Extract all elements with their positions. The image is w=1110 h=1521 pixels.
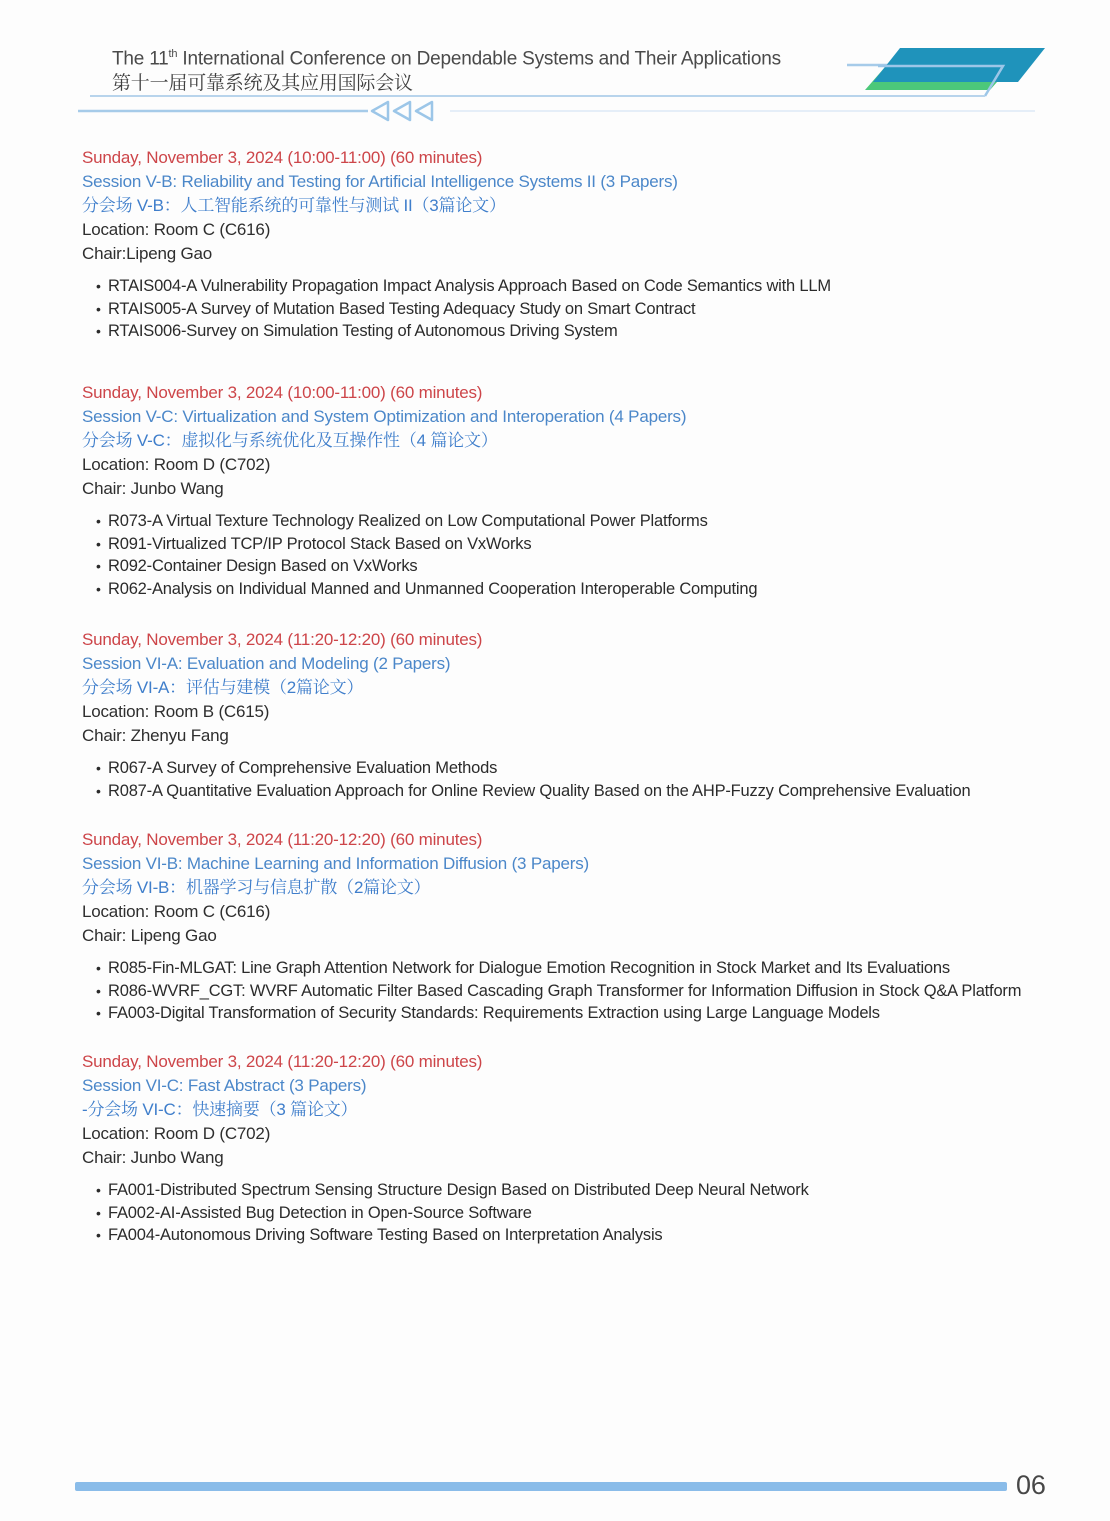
session-title-zh: 分会场 VI-B：机器学习与信息扩散（2篇论文）	[82, 878, 431, 897]
session-block	[82, 381, 1087, 600]
conference-title-zh: 第十一届可靠系统及其应用国际会议	[112, 73, 413, 95]
session-date: Sunday, November 3, 2024 (11:20-12:20) (60 minutes)	[82, 830, 483, 849]
conference-title-en: The 11th International Conference on Dependable Systems and Their Applications	[112, 48, 781, 70]
paper-item: • R092-Container Design Based on VxWorks	[96, 555, 1087, 578]
session-chair: Chair: Junbo Wang	[82, 1148, 224, 1167]
paper-item: • R085-Fin-MLGAT: Line Graph Attention Network for Dialogue Emotion Recognition in Stock Market and Its Evaluations	[96, 957, 1087, 980]
session-title-en: Session VI-B: Machine Learning and Information Diffusion (3 Papers)	[82, 854, 589, 873]
session-title-zh: 分会场 V-B：人工智能系统的可靠性与测试 II（3篇论文）	[82, 196, 506, 215]
paper-item: • R087-A Quantitative Evaluation Approach for Online Review Quality Based on the AHP-Fuzzy Comprehensive Evaluation	[96, 780, 1087, 803]
session-title-en: Session V-B: Reliability and Testing for Artificial Intelligence Systems II (3 Papers)	[82, 172, 678, 191]
session-location: Location: Room B (C615)	[82, 702, 270, 721]
title-superscript: th	[168, 48, 178, 60]
session-location: Location: Room D (C702)	[82, 455, 271, 474]
paper-list	[96, 275, 1087, 343]
paper-list	[96, 957, 1087, 1025]
session-date: Sunday, November 3, 2024 (11:20-12:20) (60 minutes)	[82, 630, 483, 649]
session-chair: Chair: Lipeng Gao	[82, 926, 217, 945]
header	[112, 42, 781, 97]
paper-item: • RTAIS005-A Survey of Mutation Based Testing Adequacy Study on Smart Contract	[96, 298, 1087, 321]
session-block	[82, 146, 1087, 343]
paper-list	[96, 510, 1087, 600]
session-date: Sunday, November 3, 2024 (10:00-11:00) (60 minutes)	[82, 383, 483, 402]
session-chair: Chair: Junbo Wang	[82, 479, 224, 498]
session-title-zh: 分会场 VI-A：评估与建模（2篇论文）	[82, 678, 364, 697]
paper-item: • RTAIS004-A Vulnerability Propagation Impact Analysis Approach Based on Code Semantics with LLM	[96, 275, 1087, 298]
session-location: Location: Room C (C616)	[82, 220, 271, 239]
session-block	[82, 828, 1087, 1025]
paper-item: • R086-WVRF_CGT: WVRF Automatic Filter Based Cascading Graph Transformer for Information Diffusion in Stock Q&A Platform	[96, 980, 1087, 1003]
paper-item: • FA003-Digital Transformation of Security Standards: Requirements Extraction using Large Language Models	[96, 1002, 1087, 1025]
session-title-en: Session VI-C: Fast Abstract (3 Papers)	[82, 1076, 367, 1095]
session-date: Sunday, November 3, 2024 (11:20-12:20) (60 minutes)	[82, 1052, 483, 1071]
paper-item: • FA004-Autonomous Driving Software Testing Based on Interpretation Analysis	[96, 1224, 1087, 1247]
paper-list	[96, 757, 1087, 802]
page-number: 06	[1016, 1470, 1046, 1500]
paper-item: • RTAIS006-Survey on Simulation Testing of Autonomous Driving System	[96, 320, 1087, 343]
session-title-zh: -分会场 VI-C：快速摘要（3 篇论文）	[82, 1100, 358, 1119]
session-title-en: Session VI-A: Evaluation and Modeling (2 Papers)	[82, 654, 451, 673]
paper-item: • FA001-Distributed Spectrum Sensing Structure Design Based on Distributed Deep Neural Network	[96, 1179, 1087, 1202]
paper-item: • R091-Virtualized TCP/IP Protocol Stack Based on VxWorks	[96, 533, 1087, 556]
session-title-en: Session V-C: Virtualization and System Optimization and Interoperation (4 Papers)	[82, 407, 687, 426]
session-date: Sunday, November 3, 2024 (10:00-11:00) (60 minutes)	[82, 148, 483, 167]
paper-list	[96, 1179, 1087, 1247]
session-chair: Chair: Zhenyu Fang	[82, 726, 229, 745]
paper-item: • R073-A Virtual Texture Technology Realized on Low Computational Power Platforms	[96, 510, 1087, 533]
session-block	[82, 1050, 1087, 1247]
session-block	[82, 628, 1087, 802]
paper-item: • R067-A Survey of Comprehensive Evaluation Methods	[96, 757, 1087, 780]
session-chair: Chair:Lipeng Gao	[82, 244, 213, 263]
triangle-arrows-icon	[372, 102, 432, 120]
session-location: Location: Room C (C616)	[82, 902, 271, 921]
paper-item: • FA002-AI-Assisted Bug Detection in Open-Source Software	[96, 1202, 1087, 1225]
footer-rule-bar	[75, 1482, 1007, 1491]
session-title-zh: 分会场 V-C：虚拟化与系统优化及互操作性（4 篇论文）	[82, 431, 498, 450]
paper-item: • R062-Analysis on Individual Manned and Unmanned Cooperation Interoperable Computing	[96, 578, 1087, 601]
session-location: Location: Room D (C702)	[82, 1124, 271, 1143]
